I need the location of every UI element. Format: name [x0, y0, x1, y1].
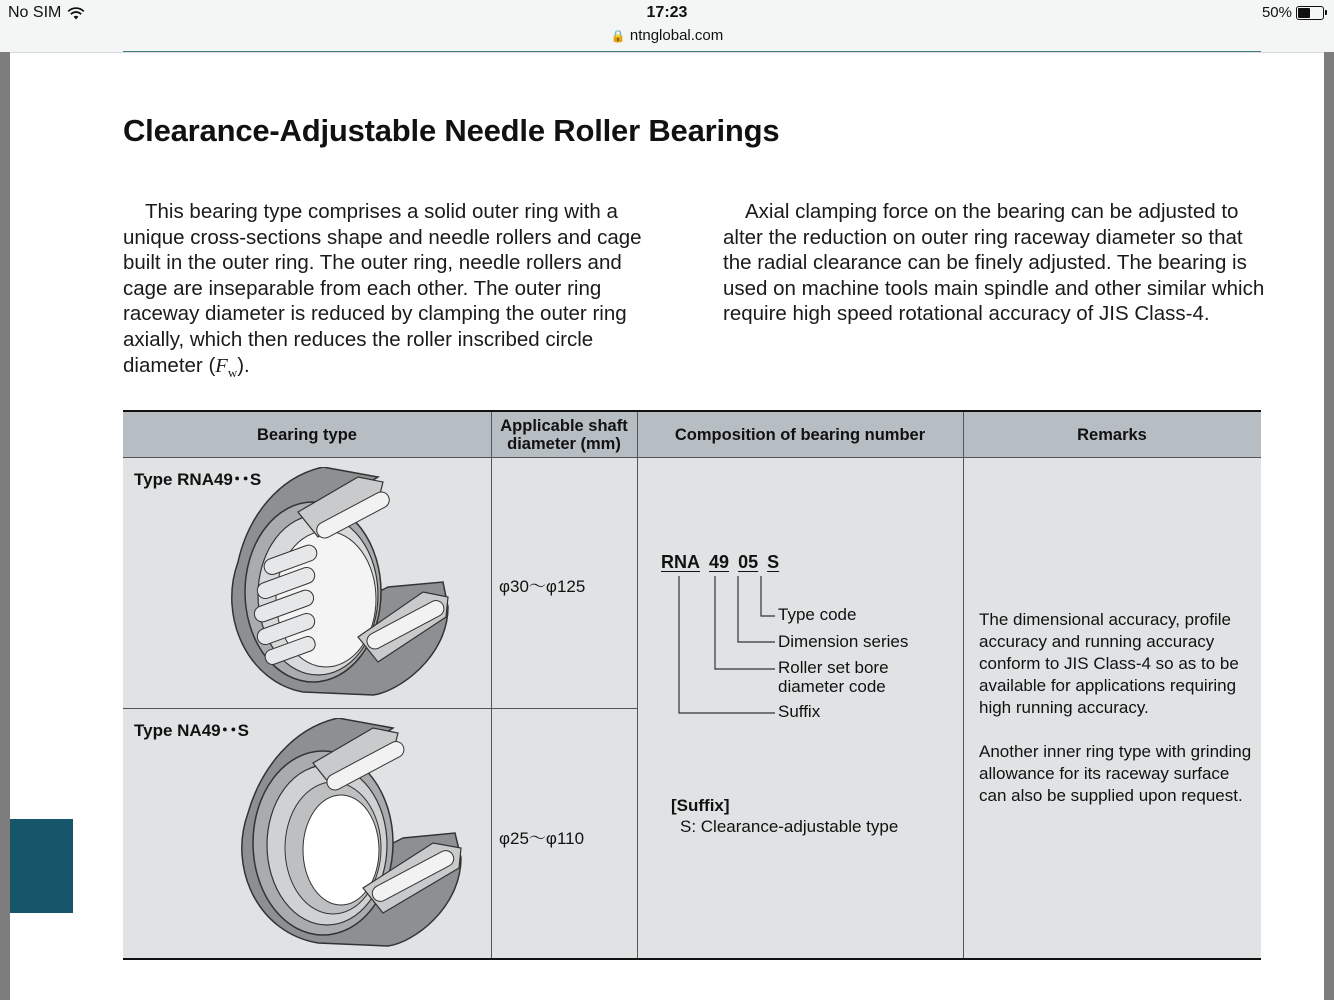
intro-paragraph: This bearing type comprises a solid outer ring with a unique cross-sections shape and needle rollers and cage built in the outer ring. The outer ring, needle rollers and cage are inseparable from each other. The outer ring raceway diameter is reduced by clamping the outer ring axially, which then reduces the roller inscribed circle diameter $(F_w)$.	[123, 200, 642, 380]
shaft-range-na49: φ25～φ110	[499, 829, 585, 848]
row-divider	[123, 708, 637, 709]
type-na49-label: Type NA49･･S	[134, 721, 249, 740]
rna49-bearing-illustration	[208, 467, 458, 697]
code-part-series: 49	[709, 552, 730, 572]
address-bar[interactable]	[0, 27, 1334, 44]
remark-inner-ring: Another inner ring type with grinding allowance for its raceway surface can also be supplied upon request.	[979, 742, 1252, 805]
status-right	[1262, 4, 1324, 21]
code-part-suffix: S	[767, 552, 780, 572]
side-tab	[10, 819, 73, 913]
clamping-paragraph: Axial clamping force on the bearing can be adjusted to alter the reduction on outer ring raceway diameter so that the radial clearance can be finely adjusted. The bearing is used on machine tools main spindle and other similar which require high speed rotational accuracy of JIS Class-4.	[723, 200, 1265, 326]
status-bar	[0, 0, 1334, 53]
carrier-label: No SIM	[8, 4, 62, 21]
header-bearing-type: Bearing type	[257, 425, 357, 444]
fw-subscript: w	[227, 364, 238, 380]
page-edge-left	[0, 52, 10, 1000]
column-divider	[491, 412, 492, 958]
code-part-type: RNA	[661, 552, 700, 572]
legend-suffix: Suffix	[778, 702, 821, 721]
suffix-heading: [Suffix]	[671, 796, 730, 815]
fw-symbol: F	[215, 354, 228, 377]
remarks-cell	[979, 609, 1254, 829]
header-shaft-diameter: Applicable shaft diameter (mm)	[500, 416, 628, 453]
page-edge-right	[1324, 52, 1334, 1000]
suffix-description: S: Clearance-adjustable type	[680, 817, 899, 836]
battery-icon	[1296, 6, 1324, 20]
remark-accuracy: The dimensional accuracy, profile accuracy and running accuracy conform to JIS Class-4 so as to be available for applications requiring high running accuracy.	[979, 610, 1239, 717]
legend-dimension-series: Dimension series	[778, 632, 909, 651]
table-header	[123, 412, 1261, 458]
status-time: 17:23	[646, 4, 688, 21]
code-part-bore: 05	[738, 552, 759, 572]
column-divider	[963, 412, 964, 958]
legend-bore-code: Roller set bore diameter code	[778, 658, 889, 696]
na49-bearing-illustration	[223, 718, 473, 948]
bearing-number-example	[661, 552, 783, 573]
type-rna49-label: Type RNA49･･S	[134, 470, 262, 489]
legend-type-code: Type code	[778, 605, 857, 624]
lock-icon: 🔒	[610, 29, 626, 43]
url-text: ntnglobal.com	[629, 27, 724, 44]
page-title: Clearance-Adjustable Needle Roller Bearings	[123, 113, 780, 148]
battery-percent: 50%	[1261, 4, 1292, 21]
header-rule	[123, 51, 1261, 52]
code-leader-lines	[663, 574, 783, 714]
column-divider	[637, 412, 638, 958]
shaft-range-rna49: φ30～φ125	[499, 577, 586, 596]
header-composition: Composition of bearing number	[674, 425, 926, 444]
bearing-table	[123, 410, 1261, 960]
header-remarks: Remarks	[1077, 425, 1147, 444]
